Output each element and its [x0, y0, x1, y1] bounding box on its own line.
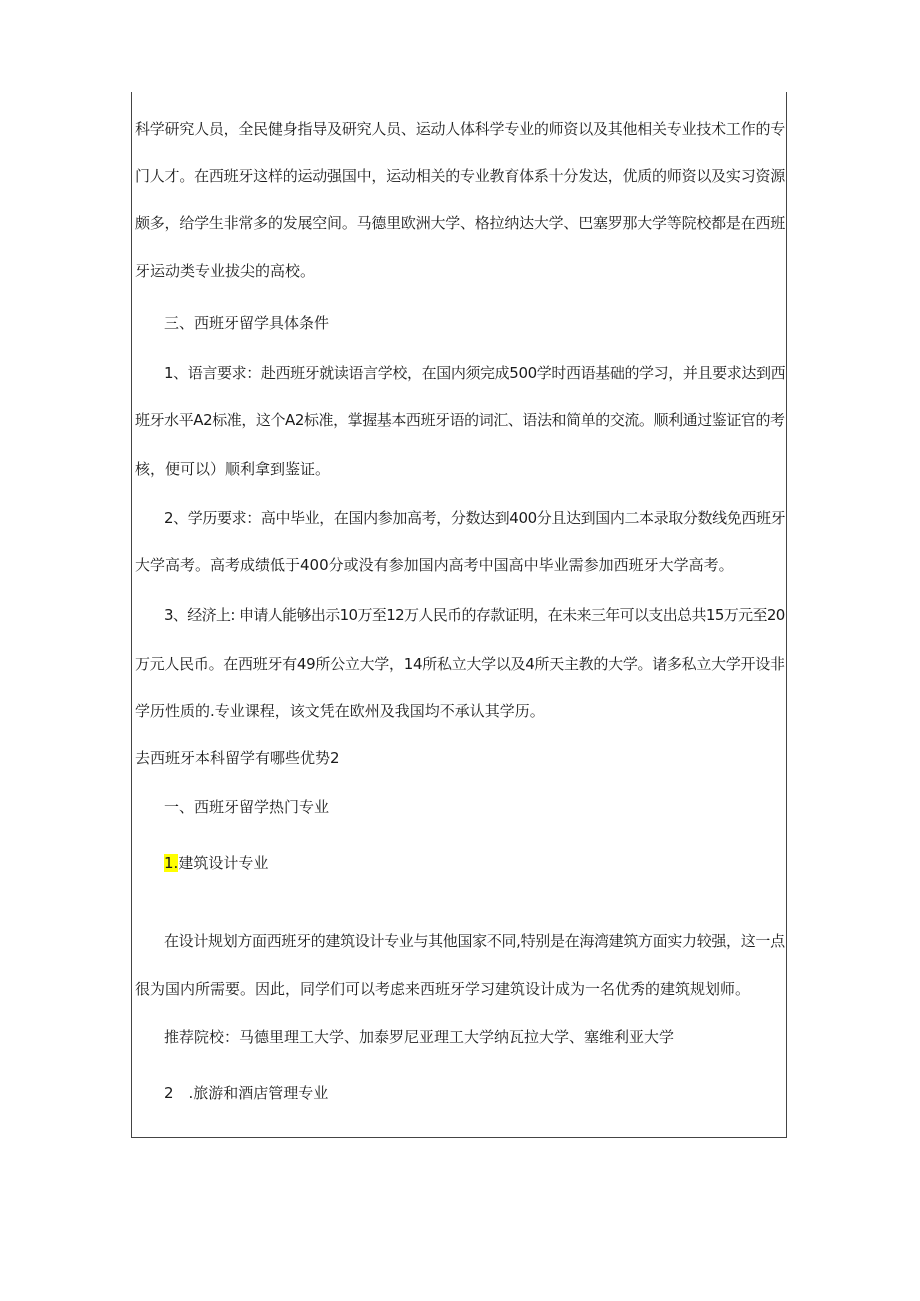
section-title: 去西班牙本科留学有哪些优势2	[135, 749, 340, 767]
paragraph-line: 1、语言要求：赴西班牙就读语言学校，在国内须完成500学时西语基础的学习，并且要求达到西	[164, 364, 786, 382]
paragraph-line: 核，便可以）顺利拿到鉴证。	[135, 460, 331, 478]
paragraph-line: 在设计规划方面西班牙的建筑设计专业与其他国家不同,特别是在海湾建筑方面实力较强，这一点	[164, 932, 785, 950]
major-heading	[164, 853, 268, 873]
paragraph-line: 2、学历要求：高中毕业，在国内参加高考，分数达到400分且达到国内二本录取分数线免西班牙	[164, 509, 786, 527]
paragraph-line: 很为国内所需要。因此，同学们可以考虑来西班牙学习建筑设计成为一名优秀的建筑规划师。	[135, 980, 751, 998]
paragraph-line: 科学研究人员，全民健身指导及研究人员、运动人体科学专业的师资以及其他相关专业技术工作的专	[135, 120, 786, 138]
section-heading: 三、西班牙留学具体条件	[164, 314, 330, 332]
paragraph-line: 牙运动类专业拔尖的高校。	[135, 262, 316, 280]
paragraph-line: 推荐院校：马德里理工大学、加泰罗尼亚理工大学纳瓦拉大学、塞维利亚大学	[164, 1028, 675, 1046]
section-heading: 一、西班牙留学热门专业	[164, 798, 330, 816]
paragraph-line: 大学高考。高考成绩低于400分或没有参加国内高考中国高中毕业需参加西班牙大学高考。	[135, 556, 734, 574]
highlighted-number: 1.	[164, 854, 179, 872]
paragraph-line: 颇多，给学生非常多的发展空间。马德里欧洲大学、格拉纳达大学、巴塞罗那大学等院校都是在西班	[135, 214, 786, 232]
paragraph-line: 学历性质的.专业课程，该文凭在欧州及我国均不承认其学历。	[135, 702, 545, 720]
paragraph-line: 班牙水平A2标准，这个A2标准，掌握基本西班牙语的词汇、语法和简单的交流。顺利通过鉴证官的考	[135, 411, 785, 429]
paragraph-line: 3、经济上: 申请人能够出示10万至12万人民币的存款证明，在未来三年可以支出总共15万元至20	[164, 606, 785, 624]
major-heading: 2 .旅游和酒店管理专业	[164, 1084, 329, 1102]
major-name: 建筑设计专业	[178, 854, 269, 872]
paragraph-line: 万元人民币。在西班牙有49所公立大学，14所私立大学以及4所天主教的大学。诸多私立大学开设非	[135, 655, 785, 673]
paragraph-line: 门人才。在西班牙这样的运动强国中，运动相关的专业教育体系十分发达，优质的师资以及实习资源	[135, 167, 786, 185]
